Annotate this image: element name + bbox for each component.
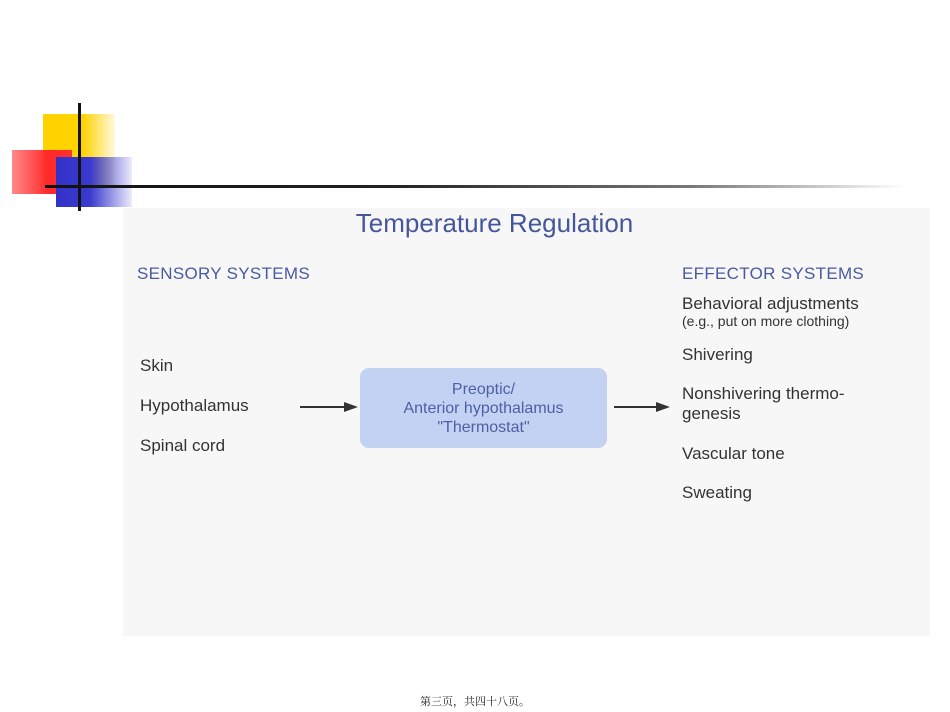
effector-nonshivering-2: genesis [682,404,741,423]
sensory-item-skin: Skin [140,356,174,375]
page-number: 第三页，共四十八页。 [420,695,530,708]
diagram-panel [123,208,930,636]
decor-vertical-line [78,103,81,211]
effector-nonshivering-1: Nonshivering thermo- [682,384,845,403]
effector-vascular-tone: Vascular tone [682,444,785,463]
slide-title-text: Temperature Regulation [355,208,634,238]
effector-sweating: Sweating [682,483,752,502]
thermostat-line-1: Preoptic/ [451,380,516,398]
sensory-header: SENSORY SYSTEMS [137,264,310,283]
sensory-item-spinal-cord: Spinal cord [140,436,226,455]
thermostat-line-3: "Thermostat" [437,418,530,436]
arrow-right-icon [614,401,672,413]
thermostat-box [360,368,607,448]
slide-title [123,208,930,238]
effector-behavioral: Behavioral adjustments [682,294,859,313]
effector-behavioral-note: (e.g., put on more clothing) [682,313,850,329]
decor-horizontal-line [45,185,905,188]
sensory-item-hypothalamus: Hypothalamus [140,396,249,415]
effector-shivering: Shivering [682,345,753,364]
effector-header: EFFECTOR SYSTEMS [682,264,865,283]
arrow-right-icon [300,401,358,413]
thermostat-line-2: Anterior hypothalamus [403,399,564,417]
decor-blue-square [56,157,132,207]
